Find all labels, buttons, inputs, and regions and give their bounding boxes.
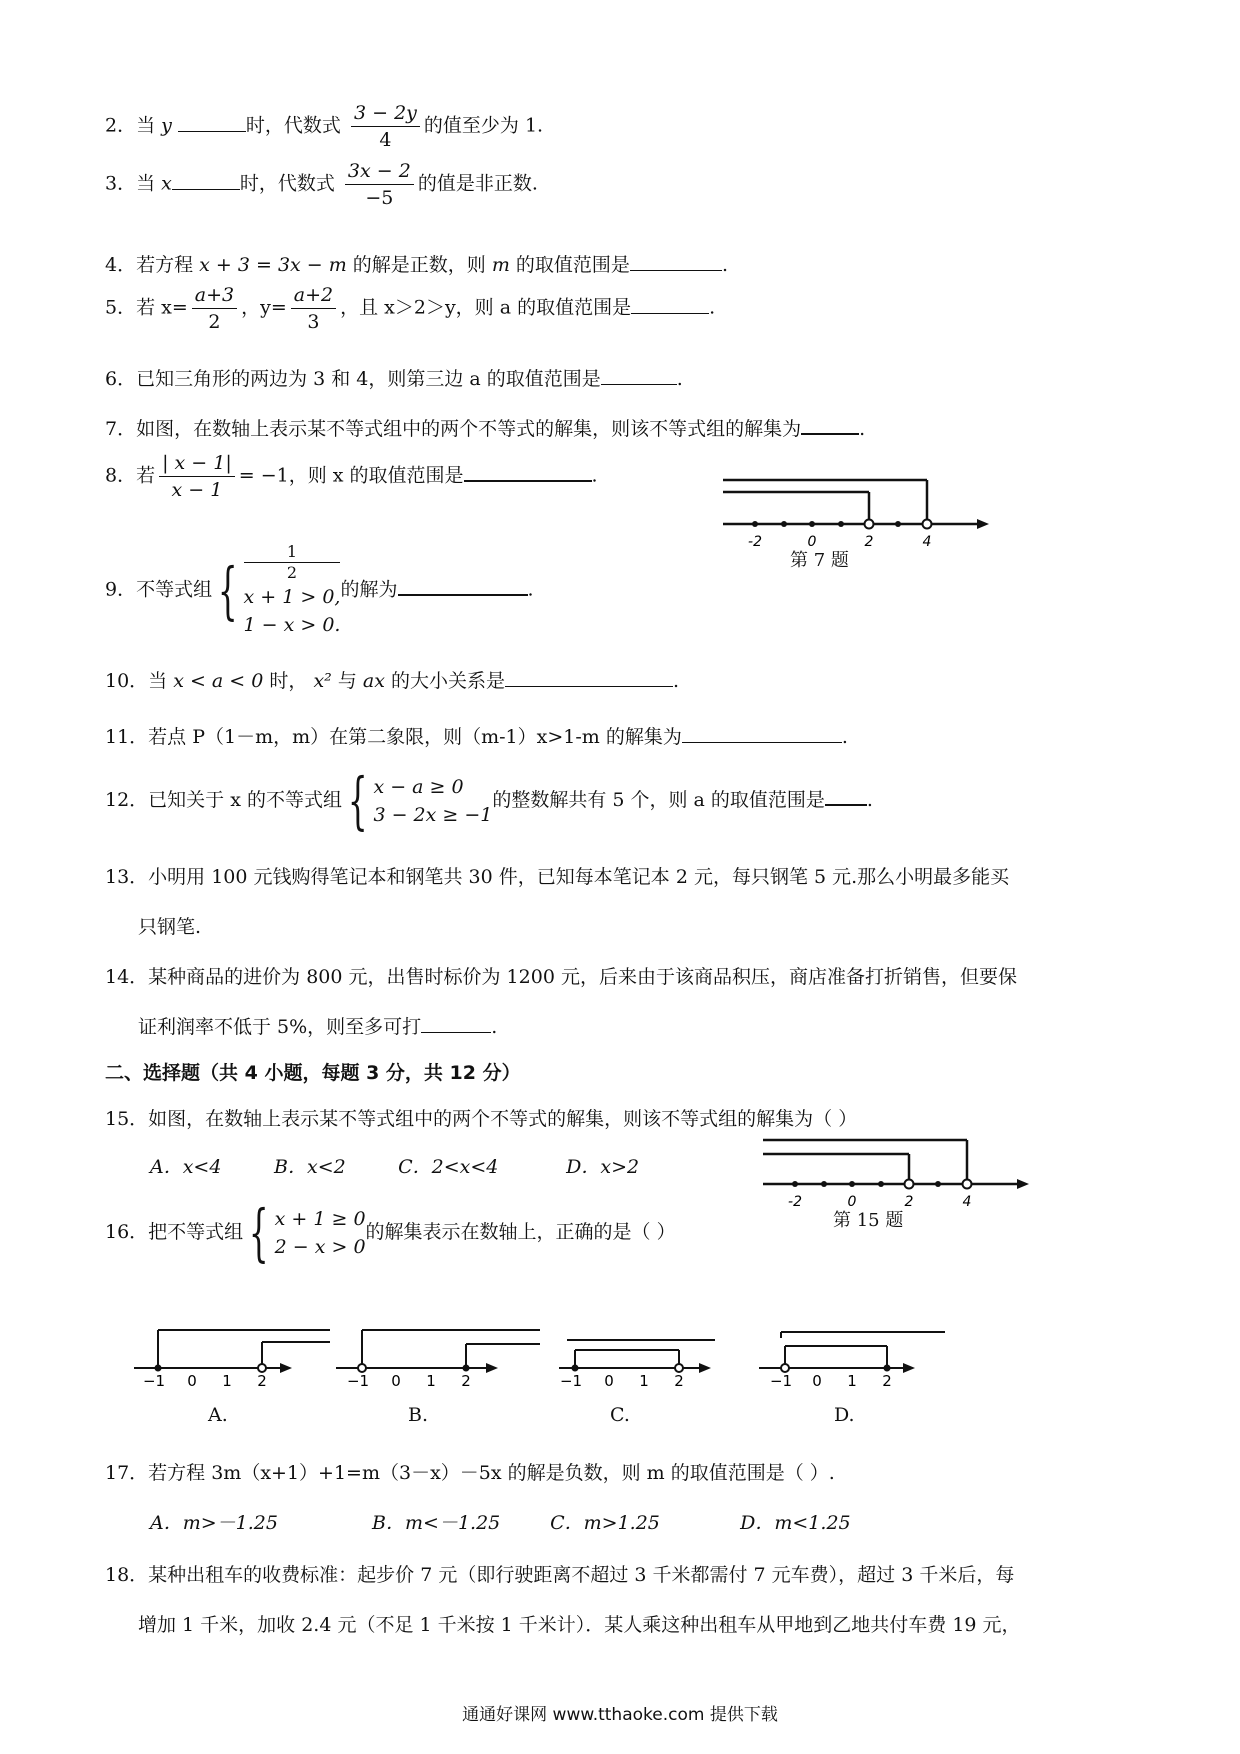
q4-mid: 的解是正数，则 bbox=[346, 254, 492, 276]
q16a-tick-label: 0 bbox=[187, 1372, 197, 1386]
q16-figure-a[interactable] bbox=[130, 1316, 350, 1386]
q16-label-a: A. bbox=[208, 1404, 228, 1426]
q5-num1: a+3 bbox=[192, 282, 237, 309]
q9-prefix: 9．不等式组 bbox=[105, 578, 213, 601]
q9-end: . bbox=[527, 578, 534, 601]
q16b-point bbox=[463, 1365, 470, 1372]
q3-denominator: −5 bbox=[365, 187, 394, 209]
question-8 bbox=[105, 450, 598, 503]
q9-line-1 bbox=[244, 542, 341, 611]
q16d-point bbox=[781, 1364, 789, 1372]
fig15-arrow bbox=[1017, 1179, 1029, 1189]
q16b-arrow bbox=[486, 1363, 498, 1373]
question-14-line-1: 14．某种商品的进价为 800 元，出售时标价为 1200 元，后来由于该商品积压，商店准备打折销售，但要保 bbox=[105, 966, 1017, 988]
q16-label-d: D. bbox=[834, 1404, 855, 1426]
q3-blank[interactable] bbox=[172, 171, 240, 190]
q15-option-b[interactable]: B．x<2 bbox=[274, 1156, 346, 1178]
q9-suffix: 的解为 bbox=[340, 578, 398, 601]
q16d-point bbox=[884, 1365, 891, 1372]
q9-line1-text: x + 1 > 0, bbox=[243, 586, 341, 608]
q4-prefix: 4．若方程 bbox=[105, 254, 200, 276]
question-4 bbox=[105, 250, 728, 277]
q16b-tick-label: 1 bbox=[426, 1372, 436, 1386]
question-9 bbox=[105, 542, 534, 639]
q11-end: . bbox=[841, 726, 848, 748]
q15-option-a[interactable]: A．x<4 bbox=[150, 1156, 222, 1178]
q16-brace: { bbox=[249, 1196, 269, 1269]
q8-suffix: = −1，则 x 的取值范围是 bbox=[238, 464, 464, 487]
fig15-caption: 第 15 题 bbox=[833, 1210, 904, 1231]
fig15-open-point-2 bbox=[905, 1180, 914, 1189]
q4-blank[interactable] bbox=[630, 252, 722, 271]
q10-mid2: 与 bbox=[331, 670, 363, 692]
q6-end: . bbox=[676, 368, 683, 390]
q4-var: m bbox=[491, 254, 510, 276]
q11-blank[interactable] bbox=[682, 724, 842, 743]
q8-denominator: x − 1 bbox=[171, 479, 223, 501]
question-18-line-1: 18．某种出租车的收费标准：起步价 7 元（即行驶距离不超过 3 千米都需付 7 元车费），超过 3 千米后，每 bbox=[105, 1564, 1015, 1586]
q16a-tick-label: −1 bbox=[142, 1372, 166, 1386]
q16a-point bbox=[155, 1365, 162, 1372]
question-12 bbox=[105, 764, 873, 837]
q12-prefix: 12．已知关于 x 的不等式组 bbox=[105, 789, 342, 811]
q16c-arrow bbox=[699, 1363, 711, 1373]
fig15-tick-label: 2 bbox=[904, 1194, 914, 1210]
q16c-tick-label: 0 bbox=[604, 1372, 614, 1386]
fig7-tick-label: -2 bbox=[748, 534, 762, 550]
fig15-tick bbox=[792, 1181, 798, 1187]
question-13-line-1: 13．小明用 100 元钱购得笔记本和钢笔共 30 件，已知每本笔记本 2 元，每只钢笔 5 元.那么小明最多能买 bbox=[105, 866, 1010, 888]
q16d-arrow bbox=[903, 1363, 915, 1373]
q14-end: . bbox=[491, 1016, 498, 1038]
fig7-tick bbox=[838, 521, 844, 527]
q9-system bbox=[244, 542, 341, 639]
q16c-point bbox=[572, 1365, 579, 1372]
fig15-tick-label: 4 bbox=[962, 1194, 972, 1210]
question-14-line-2 bbox=[138, 1012, 497, 1039]
fig15-tick bbox=[878, 1181, 884, 1187]
fig15-tick bbox=[821, 1181, 827, 1187]
q8-prefix: 8．若 bbox=[105, 464, 156, 487]
q7-text: 7．如图，在数轴上表示某不等式组中的两个不等式的解集，则该不等式组的解集为 bbox=[105, 418, 802, 440]
q12-brace: { bbox=[347, 764, 368, 837]
q10-prefix: 10．当 bbox=[105, 670, 174, 692]
fig15-tick-label: -2 bbox=[788, 1194, 802, 1210]
q16d-tick-label: 2 bbox=[882, 1372, 892, 1386]
question-5 bbox=[105, 282, 715, 335]
q16b-tick-label: −1 bbox=[346, 1372, 370, 1386]
fig7-number-line bbox=[715, 468, 995, 560]
fig7-tick-label: 4 bbox=[922, 534, 932, 550]
question-18-line-2: 增加 1 千米，加收 2.4 元（不足 1 千米按 1 千米计）．某人乘这种出租车从甲地到乙地共付车费 19 元， bbox=[138, 1614, 1021, 1636]
q15-option-d[interactable]: D．x>2 bbox=[566, 1156, 640, 1178]
q16-figure-d[interactable] bbox=[755, 1316, 955, 1386]
fig15-tick bbox=[849, 1181, 855, 1187]
q5-fraction-y bbox=[291, 282, 336, 335]
fig7-open-point-4 bbox=[923, 520, 932, 529]
question-3 bbox=[105, 158, 538, 211]
q17-option-b[interactable]: B．m<－1.25 bbox=[372, 1512, 501, 1534]
q10-blank[interactable] bbox=[505, 668, 673, 687]
q5-den1: 2 bbox=[208, 311, 221, 333]
q16-suffix: 的解集表示在数轴上，正确的是（ ） bbox=[365, 1221, 676, 1243]
question-16 bbox=[105, 1196, 676, 1269]
q10-mid: 时， bbox=[263, 670, 314, 692]
q17-options bbox=[150, 1508, 851, 1535]
q7-end: . bbox=[859, 418, 866, 440]
q14-text: 证利润率不低于 5%，则至多可打 bbox=[138, 1016, 422, 1038]
q2-numerator: 3 − 2y bbox=[351, 100, 420, 127]
q16b-tick-label: 2 bbox=[461, 1372, 471, 1386]
fig7-tick bbox=[781, 521, 787, 527]
q17-option-a[interactable]: A．m>－1.25 bbox=[150, 1512, 278, 1534]
q15-options bbox=[150, 1152, 639, 1179]
q3-prefix: 3．当 bbox=[105, 172, 162, 195]
q3-suffix: 的值是非正数. bbox=[417, 172, 538, 195]
q8-fraction bbox=[159, 450, 235, 503]
q6-text: 6．已知三角形的两边为 3 和 4，则第三边 a 的取值范围是 bbox=[105, 368, 601, 390]
q2-suffix: 的值至少为 1. bbox=[423, 114, 544, 137]
fig7-open-point-2 bbox=[865, 520, 874, 529]
fig15-tick-label: 0 bbox=[847, 1194, 857, 1210]
q11-text: 11．若点 P（1－m，m）在第二象限，则（m-1）x>1-m 的解集为 bbox=[105, 726, 682, 748]
q5-prefix: 5．若 x= bbox=[105, 296, 188, 319]
q10-end: . bbox=[672, 670, 680, 692]
q5-fraction-x bbox=[192, 282, 237, 335]
q9-half-den: 2 bbox=[286, 563, 298, 582]
q16c-tick-label: 1 bbox=[639, 1372, 649, 1386]
q15-option-c[interactable]: C．2<x<4 bbox=[398, 1156, 499, 1178]
fig7-tick bbox=[752, 521, 758, 527]
q17-option-c[interactable]: C．m>1.25 bbox=[550, 1512, 660, 1534]
q16b-point bbox=[358, 1364, 366, 1372]
fig7-tick-label: 0 bbox=[807, 534, 817, 550]
q3-numerator: 3x − 2 bbox=[345, 158, 414, 185]
question-10 bbox=[105, 666, 679, 693]
q2-var: y bbox=[161, 114, 172, 137]
question-7 bbox=[105, 414, 865, 441]
question-13-line-2: 只钢笔. bbox=[138, 916, 202, 938]
q12-system bbox=[373, 773, 492, 829]
q5-den2: 3 bbox=[307, 311, 320, 333]
q12-line-2: 3 − 2x ≥ −1 bbox=[373, 804, 493, 826]
q7-blank[interactable] bbox=[801, 415, 859, 435]
fig7-caption: 第 7 题 bbox=[790, 550, 849, 571]
fig7-arrow bbox=[977, 519, 989, 529]
q4-suffix: 的取值范围是 bbox=[509, 254, 630, 276]
q3-var: x bbox=[161, 172, 172, 195]
q16a-tick-label: 1 bbox=[222, 1372, 232, 1386]
q16d-tick-label: −1 bbox=[769, 1372, 793, 1386]
q3-mid: 时，代数式 bbox=[239, 172, 335, 195]
section-2-heading: 二、选择题（共 4 小题，每题 3 分，共 12 分） bbox=[105, 1062, 521, 1084]
q4-equation: x + 3 = 3x − m bbox=[199, 254, 347, 276]
q12-suffix: 的整数解共有 5 个，则 a 的取值范围是 bbox=[492, 789, 825, 811]
question-15: 15．如图，在数轴上表示某不等式组中的两个不等式的解集，则该不等式组的解集为（ ） bbox=[105, 1108, 858, 1130]
q9-blank[interactable] bbox=[398, 576, 528, 596]
question-11 bbox=[105, 722, 848, 749]
q16a-point bbox=[258, 1364, 266, 1372]
q4-end: . bbox=[721, 254, 728, 276]
fig15-tick bbox=[935, 1181, 941, 1187]
q9-half-num: 1 bbox=[244, 542, 341, 563]
q3-fraction bbox=[345, 158, 414, 211]
q16-figure-b[interactable] bbox=[330, 1316, 550, 1386]
q14-blank[interactable] bbox=[421, 1014, 491, 1033]
q8-blank[interactable] bbox=[464, 462, 592, 482]
q6-blank[interactable] bbox=[601, 366, 677, 385]
q16c-point bbox=[675, 1364, 683, 1372]
q8-end: . bbox=[591, 464, 598, 487]
fig7-tick bbox=[809, 521, 815, 527]
q16d-tick-label: 0 bbox=[812, 1372, 822, 1386]
q16-label-b: B. bbox=[408, 1404, 429, 1426]
q16c-tick-label: 2 bbox=[674, 1372, 684, 1386]
q10-suffix: 的大小关系是 bbox=[384, 670, 505, 692]
q9-brace: { bbox=[217, 553, 238, 627]
q16-prefix: 16．把不等式组 bbox=[105, 1221, 244, 1243]
q16-system bbox=[275, 1205, 366, 1261]
q16-line-2: 2 − x > 0 bbox=[274, 1236, 366, 1258]
q16b-tick-label: 0 bbox=[391, 1372, 401, 1386]
q5-mid: ，y= bbox=[241, 296, 287, 319]
q9-line-2: 1 − x > 0. bbox=[243, 614, 341, 636]
q2-fraction bbox=[351, 100, 420, 153]
q10-condition: x < a < 0 bbox=[173, 670, 264, 692]
fig7-tick-label: 2 bbox=[864, 534, 874, 550]
q5-suffix: ，且 x＞2＞y，则 a 的取值范围是 bbox=[340, 296, 632, 319]
q5-blank[interactable] bbox=[631, 295, 709, 314]
q2-denominator: 4 bbox=[379, 129, 392, 151]
q9-half bbox=[244, 542, 341, 583]
q10-expr1: x² bbox=[313, 670, 332, 692]
question-6 bbox=[105, 364, 683, 391]
question-2 bbox=[105, 100, 543, 153]
q16-figure-c[interactable] bbox=[555, 1316, 725, 1386]
q10-expr2: ax bbox=[362, 670, 385, 692]
fig7-tick bbox=[895, 521, 901, 527]
q2-blank[interactable] bbox=[178, 113, 246, 132]
q16a-arrow bbox=[280, 1363, 292, 1373]
q8-numerator: | x − 1| bbox=[159, 450, 235, 477]
q12-line-1: x − a ≥ 0 bbox=[373, 776, 464, 798]
q2-mid: 时，代数式 bbox=[245, 114, 341, 137]
q16a-tick-label: 2 bbox=[257, 1372, 267, 1386]
q12-blank[interactable] bbox=[825, 786, 867, 806]
q16-line-1: x + 1 ≥ 0 bbox=[274, 1208, 366, 1230]
q16d-tick-label: 1 bbox=[847, 1372, 857, 1386]
q5-num2: a+2 bbox=[291, 282, 336, 309]
q16-label-c: C. bbox=[610, 1404, 630, 1426]
q16c-tick-label: −1 bbox=[559, 1372, 583, 1386]
question-17: 17．若方程 3m（x+1）+1=m（3－x）－5x 的解是负数，则 m 的取值范围是（ ）. bbox=[105, 1462, 835, 1484]
q12-end: . bbox=[866, 789, 873, 811]
fig15-open-point-4 bbox=[963, 1180, 972, 1189]
q2-prefix: 2．当 bbox=[105, 114, 162, 137]
page-footer: 通通好课网 www.tthaoke.com 提供下载 bbox=[462, 1705, 778, 1725]
q17-option-d[interactable]: D．m<1.25 bbox=[740, 1512, 851, 1534]
q5-end: . bbox=[709, 296, 716, 319]
